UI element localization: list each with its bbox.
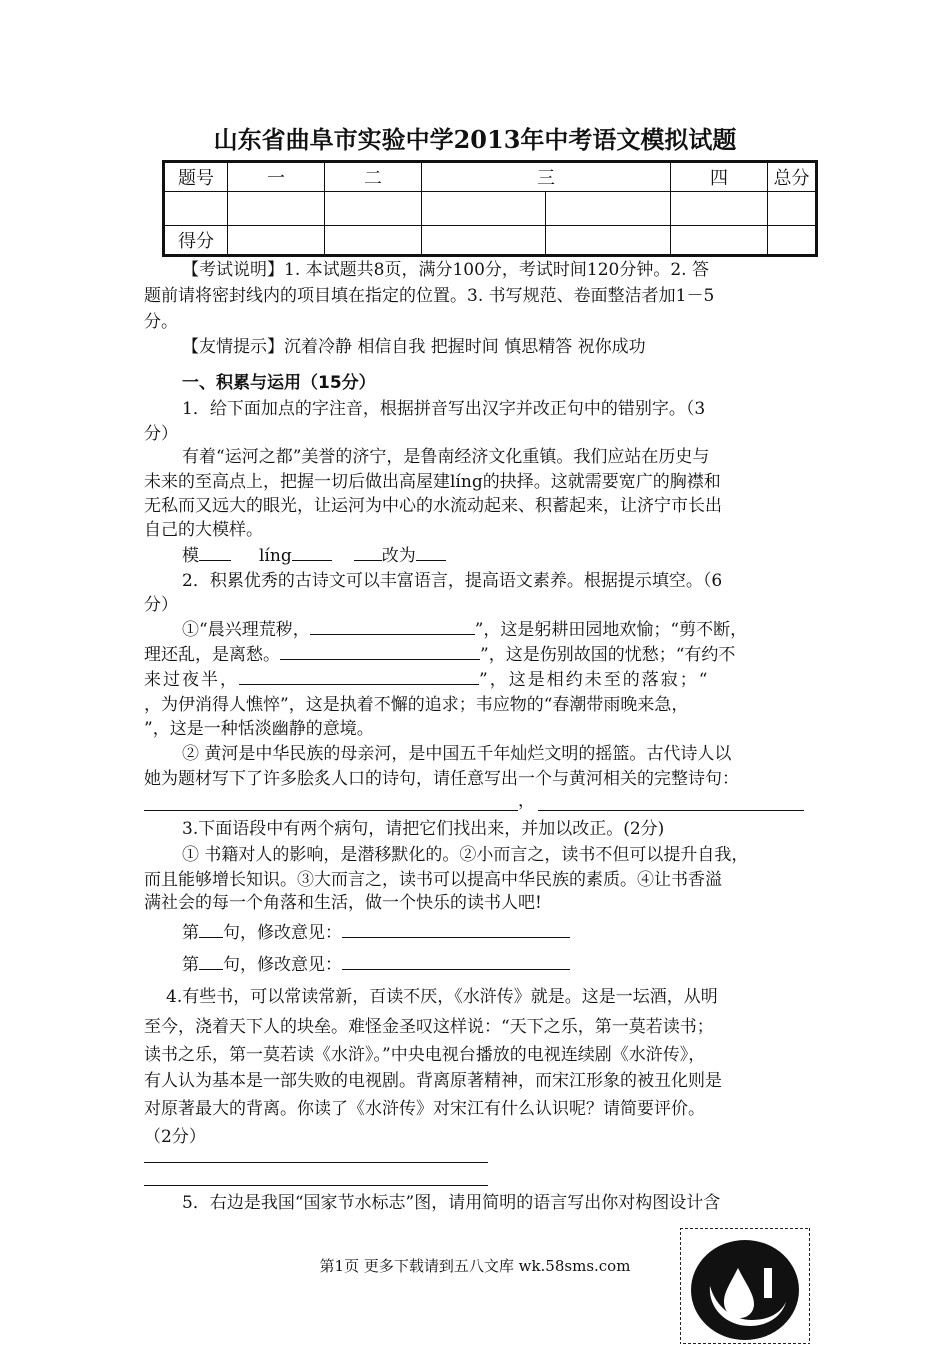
table-header-cell: 二 (325, 162, 422, 192)
table-header-cell: 总分 (767, 162, 816, 192)
page-title: 山东省曲阜市实验中学2013年中考语文模拟试题 (213, 125, 737, 154)
table-header-cell: 得分 (164, 226, 228, 256)
q1-blank-wrong[interactable] (354, 560, 382, 561)
q1-blank-ling[interactable] (292, 560, 332, 561)
table-header-cell: 一 (228, 162, 325, 192)
q4-line: 对原著最大的背离。你读了《水浒传》对宋江有什么认识呢？请简要评价。 (144, 1099, 705, 1119)
table-header-cell: 四 (670, 162, 767, 192)
q3-passage: ① 书籍对人的影响，是潜移默化的。②小而言之，读书不但可以提升自我， (182, 845, 749, 865)
friendly-tip: 【友情提示】沉着冷静 相信自我 把握时间 慎思精答 祝你成功 (182, 337, 646, 357)
q3-fix-row-1 (182, 920, 570, 946)
table-header-cell: 题号 (164, 162, 228, 192)
q2-item-2 (144, 642, 735, 668)
q3-sentence-blank-1[interactable] (199, 937, 223, 938)
q3-passage: 而且能够增长知识。③大而言之，读书可以提高中华民族的素质。④让书香溢 (144, 870, 722, 890)
q1-prompt-cont: 分） (144, 424, 178, 444)
q2-text: 来过夜半， (144, 670, 239, 690)
q5-prompt: 5．右边是我国“国家节水标志”图，请用简明的语言写出你对构图设计含 (182, 1193, 721, 1213)
table-cell (546, 192, 670, 226)
score-table (162, 160, 818, 257)
q4-line: 至今，浇着天下人的块垒。难怪金圣叹这样说：“天下之乐，第一莫若读书； (144, 1017, 714, 1037)
q4-line: 有人认为基本是一部失败的电视剧。背离原著精神，而宋江形象的被丑化则是 (144, 1071, 722, 1091)
q3-text: 句，修改意见： (223, 923, 342, 943)
q1-passage: 无私而又远大的眼光，让运河为中心的水流动起来、积蓄起来，让济宁市长出 (144, 496, 722, 516)
section-heading: 一、积累与运用（15分） (182, 373, 376, 393)
q2-text: ①“晨兴理荒秽， (182, 620, 310, 640)
table-cell (670, 226, 767, 256)
q3-prompt: 3.下面语段中有两个病句，请把它们找出来，并加以改正。(2分) (182, 819, 665, 839)
q4-answer-line-2[interactable] (144, 1185, 488, 1186)
exam-notes-line3: 分。 (144, 312, 178, 332)
table-cell (228, 192, 325, 226)
q1-label-ling: líng (259, 546, 292, 566)
q1-blank-mo[interactable] (199, 560, 231, 561)
page-footer: 第1页 更多下载请到五八文库 wk.58sms.com (319, 1257, 631, 1275)
q1-passage: 未来的至高点上，把握一切后做出高屋建líng的抉择。这就需要宽广的胸襟和 (144, 472, 721, 492)
q1-passage: 自己的大模样。 (144, 520, 263, 540)
q2-prompt: 2．积累优秀的古诗文可以丰富语言，提高语文素养。根据提示填空。（6 (182, 571, 723, 591)
q3-passage: 满社会的每一个角落和生活，做一个快乐的读书人吧! (144, 893, 542, 913)
q4-line: 读书之乐，第一莫若读《水浒》。”中央电视台播放的电视连续剧《水浒传》， (144, 1045, 706, 1065)
q2-comma: ， (518, 791, 535, 811)
q2-part-b-cont: 她为题材写下了许多脍炙人口的诗句，请任意写出一个与黄河相关的完整诗句： (144, 769, 739, 789)
table-cell (325, 192, 422, 226)
q2-item-5: ”，这是一种恬淡幽静的意境。 (144, 719, 374, 739)
q2-item-4: ，为伊消得人憔悴”，这是执着不懈的追求；韦应物的“春潮带雨晚来急， (144, 695, 689, 715)
q3-text: 第 (182, 955, 199, 975)
q2-text: ”，这是躬耕田园地欢愉；“剪不断， (474, 620, 748, 640)
q2-part-b: ② 黄河是中华民族的母亲河，是中国五千年灿烂文明的摇篮。古代诗人以 (182, 744, 732, 764)
q2-blank-1[interactable] (310, 634, 475, 635)
q3-text: 第 (182, 923, 199, 943)
q2-text: 理还乱，是离愁。 (144, 645, 280, 665)
q2-text: ”，这是相约未至的落寂；“ (479, 670, 710, 690)
q1-blank-fix[interactable] (416, 560, 446, 561)
table-cell (422, 226, 546, 256)
table-cell (325, 226, 422, 256)
q2-item-1 (182, 617, 747, 643)
q4-answer-line-1[interactable] (144, 1162, 488, 1163)
q2-answer-line-2[interactable] (538, 810, 804, 811)
table-cell (228, 226, 325, 256)
table-header-cell: 三 (422, 162, 671, 192)
exam-notes-line1: 【考试说明】1. 本试题共8页，满分100分，考试时间120分钟。2. 答 (182, 260, 709, 280)
q3-text: 句，修改意见： (223, 955, 342, 975)
q2-item-3 (144, 667, 709, 693)
q2-text: ”，这是伤别故国的忧愁；“有约不 (480, 645, 736, 665)
q3-fix-blank-1[interactable] (342, 937, 570, 938)
water-saving-logo-icon (680, 1228, 810, 1344)
q1-label-mo: 模 (182, 546, 199, 566)
q2-blank-3[interactable] (239, 684, 479, 685)
q4-line: （2分） (144, 1127, 206, 1147)
q1-answer-row (182, 543, 446, 569)
q2-prompt-cont: 分） (144, 595, 178, 615)
table-cell (546, 226, 670, 256)
table-cell (767, 192, 816, 226)
q3-fix-blank-2[interactable] (342, 969, 570, 970)
q4-line: 4.有些书，可以常读常新，百读不厌，《水浒传》就是。这是一坛酒，从明 (166, 987, 718, 1007)
q3-fix-row-2 (182, 952, 570, 978)
q1-prompt: 1．给下面加点的字注音，根据拼音写出汉字并改正句中的错别字。（3 (182, 399, 706, 419)
q1-label-fix: 改为 (381, 546, 416, 566)
q1-passage: 有着“运河之都”美誉的济宁，是鲁南经济文化重镇。我们应站在历史与 (182, 447, 710, 467)
table-cell (670, 192, 767, 226)
q2-answer-line-1[interactable] (144, 810, 518, 811)
q2-blank-2[interactable] (280, 659, 480, 660)
exam-notes-line2: 题前请将密封线内的项目填在指定的位置。3. 书写规范、卷面整洁者加1－5 (144, 286, 715, 306)
table-cell (767, 226, 816, 256)
table-cell (164, 192, 228, 226)
q3-sentence-blank-2[interactable] (199, 969, 223, 970)
table-cell (422, 192, 546, 226)
